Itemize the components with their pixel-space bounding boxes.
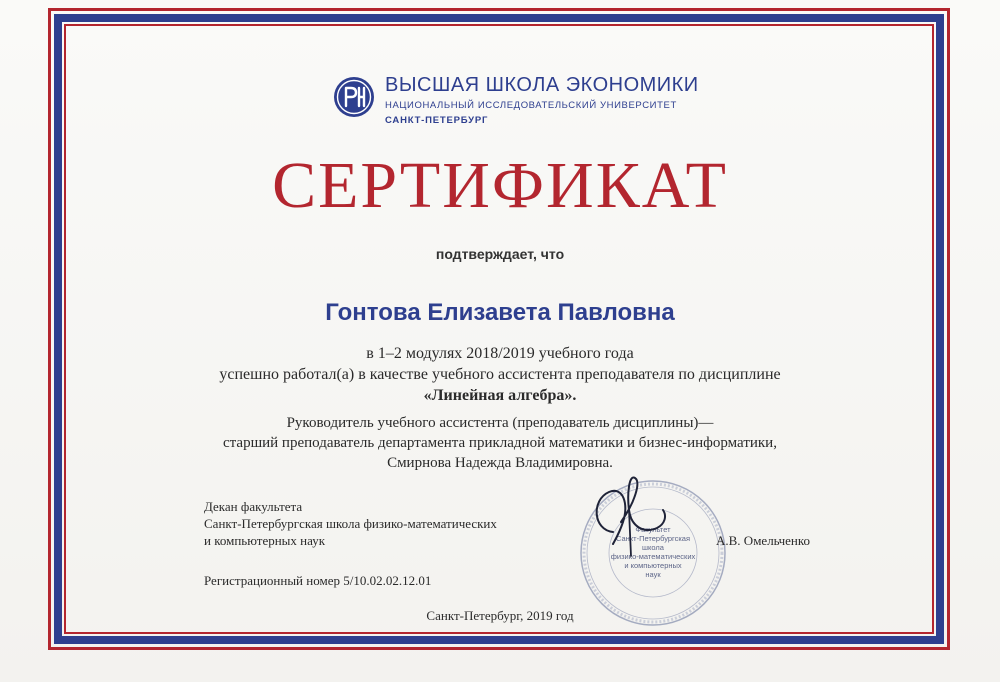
dean-line-3: и компьютерных наук (204, 533, 326, 548)
body-line-1: в 1–2 модулях 2018/2019 учебного года (366, 345, 634, 362)
stamp-text-1: Факультет (635, 525, 671, 534)
logo-title: ВЫСШАЯ ШКОЛА ЭКОНОМИКИ (385, 74, 699, 96)
dean-line-2: Санкт-Петербургская школа физико-математических (204, 516, 497, 531)
logo-subtitle: НАЦИОНАЛЬНЫЙ ИССЛЕДОВАТЕЛЬСКИЙ УНИВЕРСИТЕТ (385, 100, 677, 111)
certificate-body (0, 343, 1000, 406)
stamp-text-2: Санкт-Петербургская (615, 534, 691, 543)
subject-name: «Линейная алгебра». (423, 387, 577, 404)
supervisor-block (0, 413, 1000, 473)
university-logo (333, 74, 713, 130)
confirms-text: подтверждает, что (435, 246, 565, 262)
stamp-text-3: школа (642, 543, 664, 552)
supervisor-line-3: Смирнова Надежда Владимировна. (387, 455, 613, 471)
stamp-text-5: и компьютерных (624, 561, 682, 570)
dean-name: А.В. Омельченко (716, 533, 811, 548)
hse-emblem-icon (333, 76, 375, 118)
logo-city: САНКТ-ПЕТЕРБУРГ (385, 115, 489, 126)
stamp-text-6: наук (645, 570, 661, 579)
supervisor-line-1: Руководитель учебного ассистента (преподаватель дисциплины)— (286, 415, 714, 431)
certificate-title: СЕРТИФИКАТ (272, 149, 728, 222)
registration-number: Регистрационный номер 5/10.02.02.12.01 (204, 573, 432, 588)
dean-line-1: Декан факультета (204, 499, 303, 514)
place-and-year: Санкт-Петербург, 2019 год (426, 608, 574, 623)
stamp-text-4: физико-математических (610, 552, 696, 561)
supervisor-line-2: старший преподаватель департамента прикладной математики и бизнес-информатики, (223, 435, 777, 451)
dean-signature (583, 470, 693, 560)
body-line-2: успешно работал(а) в качестве учебного ассистента преподавателя по дисциплине (219, 366, 781, 383)
recipient-name: Гонтова Елизавета Павловна (325, 299, 675, 326)
dean-block (204, 498, 497, 549)
